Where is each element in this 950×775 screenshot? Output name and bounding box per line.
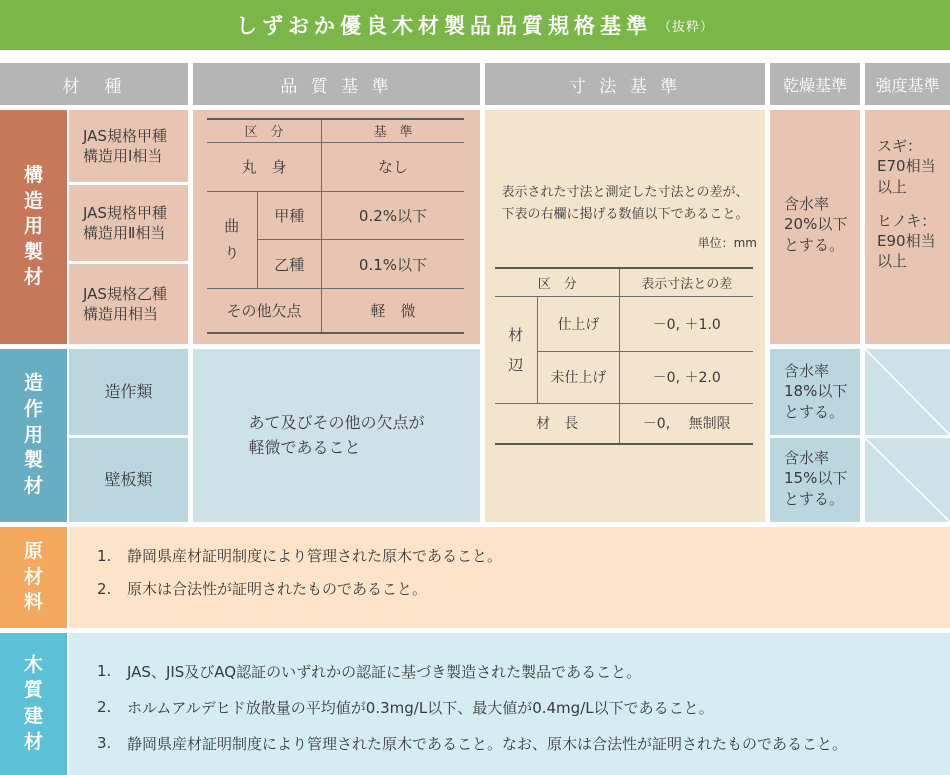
header-quality: 品 質 基 準 [193, 63, 480, 105]
header-drying: 乾燥基準 [770, 63, 860, 105]
list-text: 静岡県産材証明制度により管理された原木であること。 [127, 547, 503, 565]
list-number: 1. [97, 546, 112, 565]
table-cell: 甲種 [257, 191, 321, 240]
header-dimension: 寸 法 基 準 [485, 63, 765, 105]
header-strength: 強度基準 [865, 63, 950, 105]
side-char: 材 [23, 266, 43, 289]
list-number: 1. [97, 662, 112, 680]
list-number: 2. [97, 579, 112, 598]
table-cell: －0, ＋1.0 [620, 296, 753, 351]
page-subtitle: （抜粋） [657, 19, 714, 35]
table-cell: その他欠点 [207, 288, 321, 333]
title-bar [0, 0, 950, 50]
drying-zousaku-2: 含水率 15%以下 とする。 [770, 438, 860, 522]
table-cell: 未仕上げ [537, 351, 620, 403]
list-number: 3. [97, 734, 112, 752]
table-cell: 仕上げ [537, 296, 620, 351]
table-cell: 軽 微 [321, 288, 464, 333]
note-line: 表示された寸法と測定した寸法との差が、 [501, 185, 749, 200]
table-header: 区 分 [495, 268, 620, 296]
table-cell: 乙種 [257, 240, 321, 289]
side-char: 製 [23, 449, 43, 472]
list-text: 静岡県産材証明制度により管理された原木であること。なお、原木は合法性が証明されたものであること。 [127, 734, 848, 753]
side-char: 材 [23, 730, 43, 753]
side-char: 建 [23, 705, 43, 727]
table-header: 表示寸法との差 [620, 268, 753, 296]
section-label-zousaku [0, 349, 67, 522]
dimension-table-wrap [495, 267, 753, 443]
list-number: 2. [97, 698, 112, 716]
table-cell: 材 長 [495, 403, 620, 444]
header-species: 材 種 [0, 63, 188, 105]
side-char: 質 [23, 679, 43, 702]
strength-sugi: スギ： E70相当 以上 [877, 137, 936, 196]
type-cell: 壁板類 [69, 438, 188, 522]
table-cell: 0.1%以下 [321, 240, 464, 289]
side-char: 作 [23, 398, 43, 421]
zousaku-quality-cell [193, 349, 480, 522]
dimension-cell [485, 110, 765, 522]
side-char: 造 [23, 189, 43, 212]
mokushitsu-list [69, 633, 950, 775]
list-item [97, 725, 950, 761]
label-char: 曲 [224, 216, 240, 235]
side-char: 用 [23, 215, 43, 238]
drying-zousaku-1: 含水率 18%以下 とする。 [770, 349, 860, 435]
side-char: 用 [23, 423, 43, 446]
type-cell: 造作類 [69, 349, 188, 435]
side-char: 木 [23, 653, 43, 676]
quality-table-cell [193, 110, 480, 344]
strength-empty-cell [865, 349, 950, 435]
list-text: 原木は合法性が証明されたものであること。 [127, 580, 428, 598]
strength-empty-cell [865, 438, 950, 522]
note-line: 下表の右欄に掲げる数値以下であること。 [501, 207, 749, 223]
table-header: 区 分 [207, 119, 321, 142]
table-cell: －0, ＋2.0 [620, 351, 753, 403]
list-item [97, 539, 950, 572]
zousaku-quality: あて及びその他の欠点が 軽微であること [248, 412, 425, 457]
list-text: JAS、JIS及びAQ認証のいずれかの認証に基づき製造された製品であること。 [127, 662, 642, 681]
side-char: 構 [23, 163, 43, 186]
quality-table [207, 118, 464, 334]
table-cell [207, 191, 257, 288]
side-char: 材 [23, 474, 43, 497]
side-char: 製 [23, 240, 43, 263]
section-label-structural [0, 110, 67, 344]
side-char: 原 [23, 540, 43, 563]
section-label-mokushitsu [0, 633, 67, 775]
list-item [97, 572, 950, 605]
table-cell: －0, 無制限 [620, 403, 753, 444]
page-title: しずおか優良木材製品品質規格基準 [235, 14, 652, 38]
list-item [97, 689, 950, 725]
table-header: 基 準 [321, 119, 464, 142]
table-cell: 丸 身 [207, 142, 321, 191]
list-item [97, 653, 950, 689]
strength-hinoki: ヒノキ： E90相当 以上 [877, 211, 937, 271]
grade-cell: JAS規格甲種 構造用Ⅱ相当 [69, 185, 188, 261]
table-cell [495, 296, 537, 403]
grade-cell: JAS規格甲種 構造用Ⅰ相当 [69, 110, 188, 182]
side-char: 材 [23, 565, 43, 588]
unit-label: 単位：mm [697, 236, 757, 250]
label-char: 材 [508, 325, 524, 344]
table-cell: なし [321, 142, 464, 191]
strength-cell [865, 110, 950, 344]
label-char: 辺 [508, 355, 524, 374]
genmoku-list [69, 527, 950, 628]
dimension-note [485, 182, 765, 226]
section-label-genmoku [0, 527, 67, 628]
drying-structural: 含水率 20%以下 とする。 [770, 110, 860, 344]
grade-cell: JAS規格乙種 構造用相当 [69, 264, 188, 344]
list-text: ホルムアルデヒド放散量の平均値が0.3mg/L以下、最大値が0.4mg/L以下であること。 [127, 698, 714, 717]
side-char: 料 [23, 591, 43, 614]
table-cell: 0.2%以下 [321, 191, 464, 240]
dimension-table [495, 267, 753, 445]
side-char: 造 [23, 372, 43, 395]
label-char: り [224, 243, 240, 262]
